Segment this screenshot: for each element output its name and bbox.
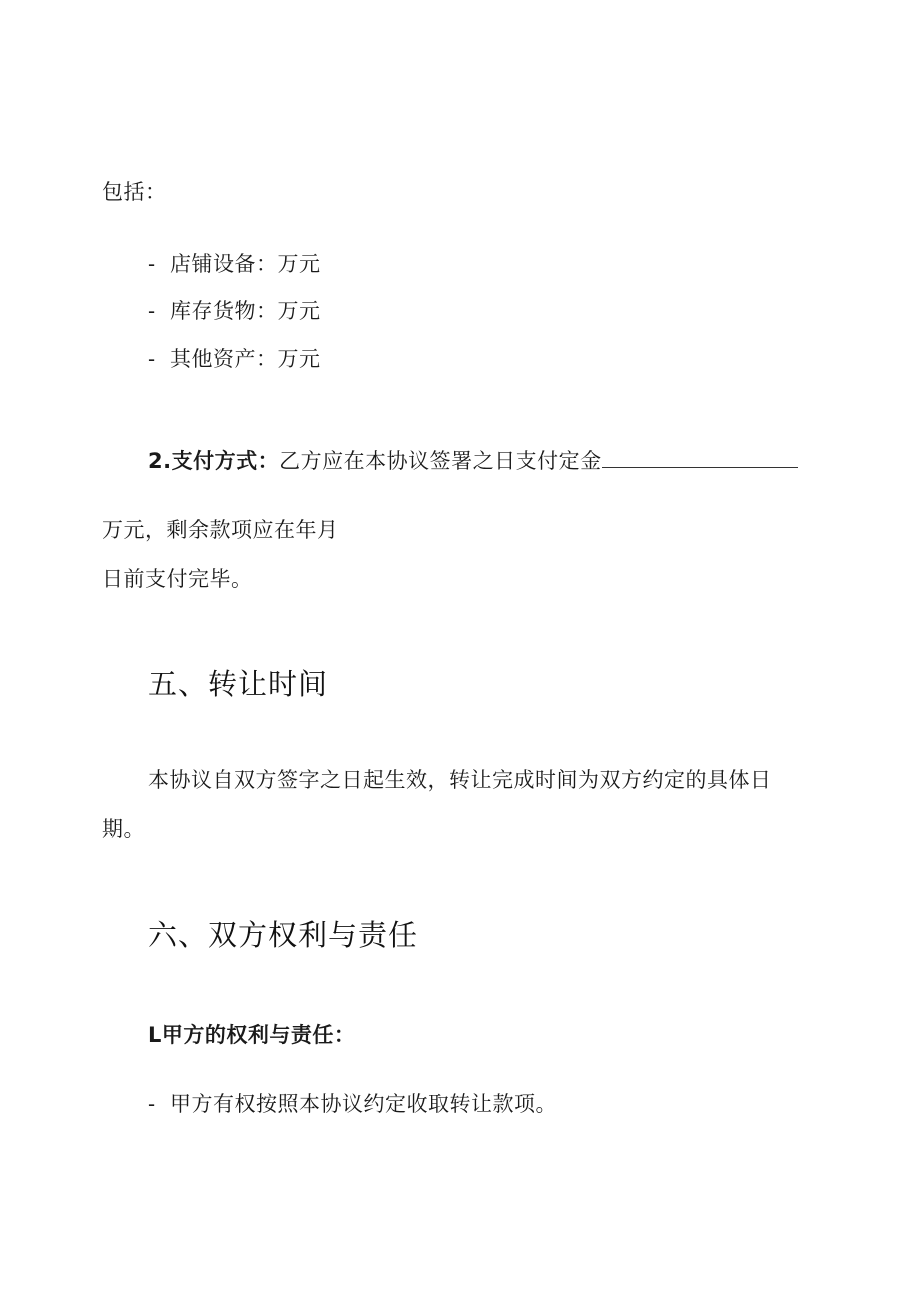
- asset-item: [148, 250, 321, 278]
- payment-line-2: 万元，剩余款项应在年月: [102, 518, 339, 542]
- section-5-body-line-1: 本协议自双方签字之日起生效，转让完成时间为双方约定的具体日: [148, 768, 772, 792]
- section-6-item: [148, 1090, 557, 1118]
- section-6-item-text: 甲方有权按照本协议约定收取转让款项。: [170, 1092, 557, 1116]
- payment-line: [148, 447, 798, 475]
- deposit-blank: [602, 447, 798, 468]
- asset-item-text: 库存货物：万元: [170, 299, 321, 323]
- section-6-subheading: L甲方的权利与责任：: [148, 1023, 356, 1047]
- list-dash: -: [148, 1092, 156, 1116]
- section-6-title: 六、双方权利与责任: [148, 918, 419, 952]
- list-dash: -: [148, 299, 156, 323]
- payment-label: 2.支付方式：: [148, 449, 280, 473]
- section-5-body-line-2: 期。: [102, 817, 145, 841]
- asset-item: [148, 297, 321, 325]
- asset-item-text: 其他资产：万元: [170, 347, 321, 371]
- list-dash: -: [148, 347, 156, 371]
- intro-text: 包括：: [102, 180, 167, 204]
- asset-item: [148, 345, 321, 373]
- payment-text: 乙方应在本协议签署之日支付定金: [279, 449, 602, 473]
- list-dash: -: [148, 252, 156, 276]
- payment-line-3: 日前支付完毕。: [102, 567, 253, 591]
- asset-item-text: 店铺设备：万元: [170, 252, 321, 276]
- section-5-title: 五、转让时间: [148, 667, 329, 701]
